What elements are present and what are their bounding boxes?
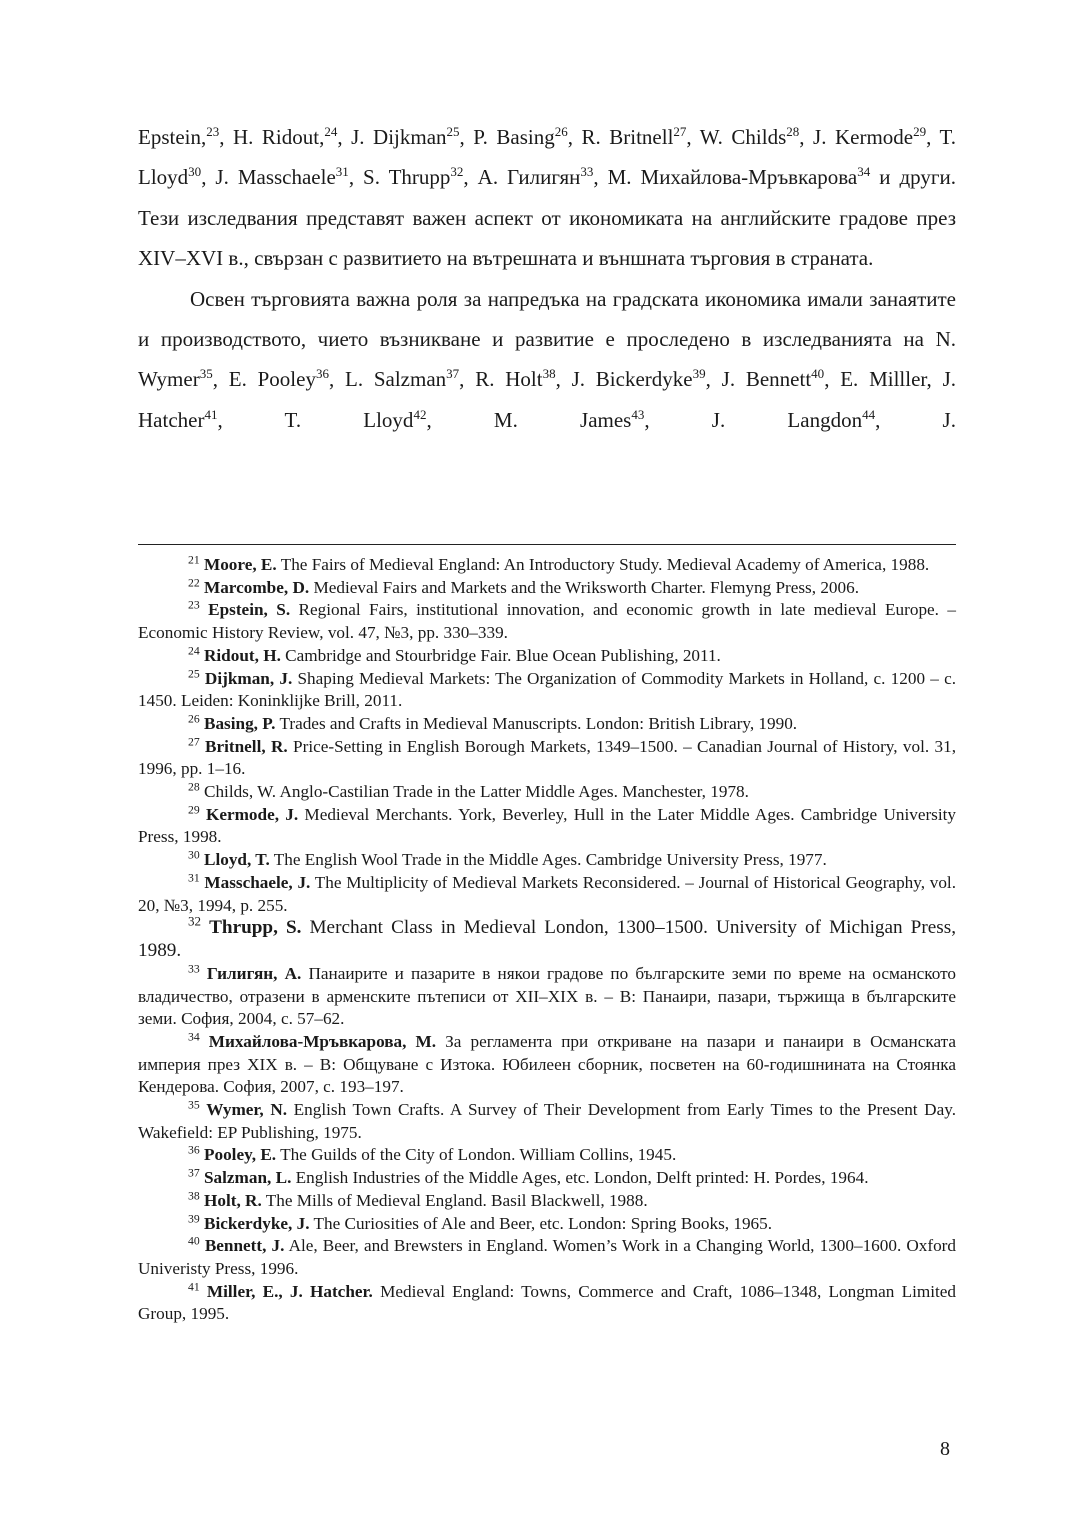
footnote-author: Moore, E. [203,555,277,574]
footnote-author: Marcombe, D. [203,577,310,597]
footnote-ref: 41 [204,406,218,422]
footnote [138,554,956,577]
footnote-author: Pooley, E. [203,1145,277,1165]
footnote-ref: 38 [542,366,556,382]
text-run: , M. James [426,407,632,432]
text-run: , А. Гилигян [463,165,581,190]
footnote-text: Merchant Class in Medieval London, 1300–1500. University of Michigan Press, 1989. [138,917,956,962]
text-run: , R. Britnell [567,125,674,149]
footnote-number: 30 [188,848,200,862]
footnote-author: Kermode, J. [205,804,299,824]
footnote-ref: 24 [324,124,338,139]
footnote-number: 21 [188,553,200,567]
paragraph-2 [138,279,956,441]
text-run: и други. Тези изследвания представят важен аспект от икономиката на английските градове през XIV–XVI в., свързан с развитието на вътрешната и външната търговия в страната. [138,165,957,271]
text-run: , R. Holt [459,367,543,392]
footnote [138,913,956,963]
footnote-ref: 34 [857,164,871,180]
footnote-text: The English Wool Trade in the Middle Ages. Cambridge University Press, 1977. [269,850,827,870]
footnote-ref: 44 [862,406,876,422]
footnote [138,781,956,804]
text-run: , T. Lloyd [217,407,414,432]
footnote-ref: 25 [446,124,460,139]
main-text [138,117,956,440]
text-run: Epstein, [138,125,207,149]
footnote [138,668,956,713]
footnote-author: Miller, E., J. Hatcher. [206,1281,373,1301]
footnote [138,804,956,849]
footnote-number: 39 [188,1211,200,1225]
text-run: , J. [875,407,956,432]
footnote-text: The Guilds of the City of London. William Collins, 1945. [276,1145,677,1165]
footnote-ref: 32 [450,164,464,180]
footnote-ref: 31 [335,164,349,180]
footnote-ref: 42 [413,406,427,422]
footnote [138,849,956,872]
footnote-ref: 23 [206,124,220,139]
footnote-number: 22 [188,575,200,589]
text-run: , T. Lloyd [138,125,957,190]
footnote-ref: 29 [913,124,927,139]
footnote-number: 41 [188,1279,200,1293]
footnote [138,1213,956,1236]
footnote-text: English Industries of the Middle Ages, etc. London, Delft printed: H. Pordes, 1964. [291,1168,869,1188]
footnote-text: Childs, W. Anglo-Castilian Trade in the Latter Middle Ages. Manchester, 1978. [203,782,749,802]
footnote-author: Salzman, L. [203,1168,292,1188]
footnote [138,1167,956,1190]
footnote-number: 34 [188,1030,200,1044]
footnote [138,1031,956,1099]
footnote [138,645,956,668]
footnote [138,963,956,1031]
footnote-text: Ale, Beer, and Brewsters in England. Women’s Work in a Changing World, 1300–1600. Oxford Univeristy Press, 1996. [138,1236,956,1278]
footnote-ref: 26 [554,124,568,139]
footnote-number: 37 [188,1166,200,1180]
text-run: Освен търговията важна роля за напредъка на градската икономика имали занаятите и производството, чието възникване и развитие е проследено в изследванията на N. Wymer [138,286,956,392]
footnote-number: 40 [188,1234,200,1248]
footnote-author: Михайлова-Мръвкарова, М. [208,1031,437,1051]
footnote-author: Ridout, H. [203,645,281,665]
footnote-ref: 33 [580,164,594,180]
footnote-ref: 37 [446,366,460,382]
footnote-text: Панаирите и пазарите в някои градове по българските земи по време на османското владичество, отразени в арменските пътеписи от XII–XIX в. – В: Панаири, пазари, тържища в българските земи. София, 2004, с. 57–62. [138,963,956,1029]
footnote-text: Price-Setting in English Borough Markets, 1349–1500. – Canadian Journal of History, vol. 31, 1996, pp. 1–16. [138,736,956,779]
footnote-number: 27 [188,734,200,748]
footnote-text: English Town Crafts. A Survey of Their Development from Early Times to the Present Day. Wakefield: EP Publishing, 1975. [138,1100,956,1142]
footnote-text: Medieval Fairs and Markets and the Wriksworth Charter. Flemyng Press, 2006. [309,577,860,597]
footnote-text: The Multiplicity of Medieval Markets Reconsidered. – Journal of Historical Geography, vol. 20, №3, 1994, p. 255. [138,872,957,915]
footnote [138,1190,956,1213]
footnote-author: Wymer, N. [206,1100,288,1120]
footnote-number: 32 [188,913,202,929]
footnote-author: Masschaele, J. [204,872,311,892]
text-run: , L. Salzman [328,367,447,392]
footnote-number: 28 [188,780,200,794]
footnote-text: Medieval Merchants. York, Beverley, Hull in the Later Middle Ages. Cambridge University Press, 1998. [138,804,957,847]
footnote-author: Гилигян, А. [206,963,302,983]
footnote [138,713,956,736]
footnote [138,1235,956,1280]
footnote-separator [138,544,956,545]
footnote-number: 36 [188,1143,200,1157]
footnote-ref: 35 [199,366,213,382]
text-run: , J. Masschaele [201,165,336,190]
footnote [138,872,956,917]
paragraph-1 [138,117,956,279]
footnote-author: Britnell, R. [205,736,288,756]
footnote-ref: 36 [315,366,329,382]
footnote [138,1099,956,1144]
text-run: , H. Ridout, [219,125,325,149]
text-run: , S. Thrupp [348,165,451,190]
footnote-ref: 30 [188,164,202,180]
footnote-text: Trades and Crafts in Medieval Manuscripts. London: British Library, 1990. [275,713,798,733]
footnote-ref: 40 [811,366,825,382]
footnote-text: The Curiosities of Ale and Beer, etc. London: Spring Books, 1965. [309,1213,773,1233]
footnote-author: Holt, R. [203,1190,262,1210]
footnote [138,736,956,781]
footnote-author: Bickerdyke, J. [203,1213,310,1233]
footnote-number: 25 [188,666,200,680]
page-number: 8 [940,1438,950,1460]
footnote-text: The Fairs of Medieval England: An Introductory Study. Medieval Academy of America, 1988. [276,555,930,574]
footnote-text: Shaping Medieval Markets: The Organization of Commodity Markets in Holland, c. 1200 – c. 1450. Leiden: Koninklijke Brill, 2011. [138,668,956,711]
footnote-number: 23 [188,598,200,612]
footnote-author: Bennett, J. [204,1236,285,1256]
footnote [138,577,956,600]
footnote-number: 35 [188,1098,200,1112]
footnote-number: 38 [188,1189,200,1203]
text-run: , P. Basing [459,125,555,149]
footnote-number: 24 [188,644,200,658]
text-run: , J. Langdon [644,407,863,432]
text-run: , E. Milller, J. Hatcher [138,367,956,432]
text-run: , W. Childs [686,125,787,149]
footnote-text: Medieval England: Towns, Commerce and Craft, 1086–1348, Longman Limited Group, 1995. [138,1281,957,1324]
text-run: , J. Dijkman [337,125,447,149]
footnote-author: Thrupp, S. [209,917,302,939]
text-run: , J. Bennett [705,367,812,392]
footnote-ref: 27 [673,124,687,139]
text-run: , J. Kermode [799,125,914,149]
footnote [138,1144,956,1167]
footnote-text: The Mills of Medieval England. Basil Blackwell, 1988. [261,1190,648,1210]
footnote [138,599,956,644]
footnote-text: Regional Fairs, institutional innovation, and economic growth in late medieval Europe. – Economic History Review, vol. 47, №3, pp. 330–339. [138,600,957,643]
footnote-ref: 43 [631,406,645,422]
footnote-text: За регламента при откриване на пазари и панаири в Османската империя през XIX в. – В: Общуване с Изтока. Юбилеен сборник, посветен на 60-годишнината на Стоянка Кендерова. София, 2007, с. 193–197. [138,1031,956,1097]
footnote-number: 29 [188,803,200,816]
text-run: , J. Bickerdyke [555,367,693,392]
footnote-number: 31 [188,871,200,885]
footnote-author: Epstein, S. [208,600,291,620]
footnotes [138,554,956,1326]
footnote-number: 26 [188,712,200,726]
text-run: , М. Михайлова-Мръвкарова [593,165,858,190]
footnote-ref: 39 [692,366,706,382]
footnote-ref: 28 [786,124,800,139]
footnote-author: Basing, P. [203,713,276,733]
footnote-author: Lloyd, T. [203,850,270,870]
footnote [138,1281,956,1326]
footnote-text: Cambridge and Stourbridge Fair. Blue Ocean Publishing, 2011. [280,645,721,665]
footnote-number: 33 [188,962,200,976]
text-run: , E. Pooley [212,367,316,392]
footnote-author: Dijkman, J. [204,668,293,688]
